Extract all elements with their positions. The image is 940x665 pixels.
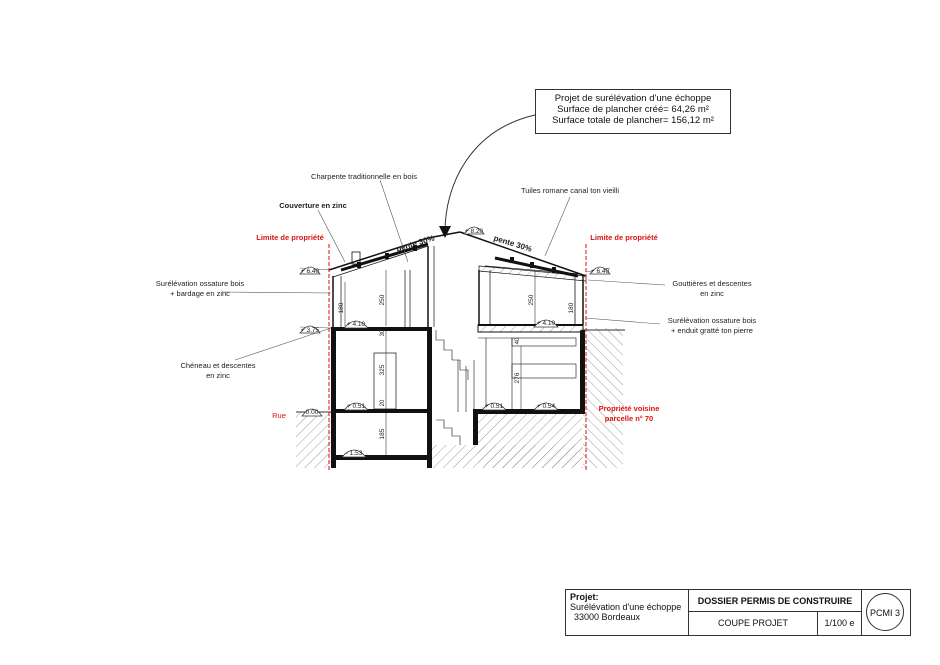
dim-185: 185 xyxy=(379,428,386,440)
level-000: 0.00 xyxy=(305,409,319,416)
drawing-title: COUPE PROJET xyxy=(689,612,818,635)
dim-40: 40 xyxy=(515,337,521,345)
level-640-left: + 6.40 xyxy=(300,268,320,275)
level-410-right: + 4.10 xyxy=(536,320,556,327)
project-info xyxy=(566,590,689,635)
annotations xyxy=(156,172,757,423)
dim-20: 20 xyxy=(380,399,386,407)
dim-250-left: 250 xyxy=(379,294,386,306)
level-051-right: + 0.51 xyxy=(484,403,504,410)
callout-line1: Projet de surélévation d'une échoppe xyxy=(554,93,712,104)
left-building xyxy=(329,232,474,468)
callout-line2: Surface de plancher créé= 64,26 m² xyxy=(557,104,709,115)
drawing-ref: PCMI 3 xyxy=(866,593,904,631)
label-surelev-right-1: Surélévation ossature bois xyxy=(667,316,757,325)
ref-cell xyxy=(862,590,910,635)
label-gouttieres-2: en zinc xyxy=(700,289,724,298)
level-051-left: + 0.51 xyxy=(346,403,366,410)
project-name: Surélévation d'une échoppe xyxy=(570,602,682,612)
label-voisine-1: Propriété voisine xyxy=(598,404,660,413)
ground-hatching xyxy=(296,328,625,468)
label-rue: Rue xyxy=(272,411,286,420)
label-voisine-2: parcelle n° 70 xyxy=(604,414,654,423)
dossier-title: DOSSIER PERMIS DE CONSTRUIRE xyxy=(689,590,862,612)
label-gouttieres-1: Gouttières et descentes xyxy=(672,279,752,288)
level-640-right: + 6.40 xyxy=(590,268,610,275)
dim-325: 325 xyxy=(379,364,386,376)
level-820: + 8.20 xyxy=(464,228,484,235)
label-couverture: Couverture en zinc xyxy=(279,201,347,210)
label-surelev-left-1: Surélévation ossature bois xyxy=(155,279,245,288)
label-pente-left: pente 30% xyxy=(395,233,436,254)
level-153: - 1.53 xyxy=(345,450,363,457)
dim-180-right: 180 xyxy=(568,302,575,314)
label-surelev-left-2: + bardage en zinc xyxy=(170,289,230,298)
label-limite-left: Limite de propriété xyxy=(256,233,324,242)
label-tuiles: Tuiles romane canal ton vieilli xyxy=(520,186,620,195)
label-cheneau-2: en zinc xyxy=(206,371,230,380)
label-pente-right: pente 30% xyxy=(492,233,533,254)
callout-line3: Surface totale de plancher= 156,12 m² xyxy=(552,115,714,126)
project-label: Projet: xyxy=(570,592,599,602)
label-cheneau-1: Chéneau et descentes xyxy=(180,361,256,370)
project-callout xyxy=(535,89,731,134)
dim-180-left: 180 xyxy=(338,302,345,314)
dim-30: 30 xyxy=(380,329,386,337)
level-375: + 3.75 xyxy=(300,327,320,334)
label-limite-right: Limite de propriété xyxy=(590,233,658,242)
level-410-left: + 4.10 xyxy=(346,321,366,328)
level-054: + 0.54 xyxy=(536,403,556,410)
project-city: 33000 Bordeaux xyxy=(574,612,641,622)
dim-276: 276 xyxy=(514,372,521,384)
label-surelev-right-2: + enduit gratté ton pierre xyxy=(671,326,753,335)
label-charpente: Charpente traditionnelle en bois xyxy=(311,172,417,181)
drawing-scale: 1/100 e xyxy=(818,612,862,635)
right-building xyxy=(460,232,586,445)
dim-250-right: 250 xyxy=(528,294,535,306)
title-block xyxy=(565,589,911,636)
